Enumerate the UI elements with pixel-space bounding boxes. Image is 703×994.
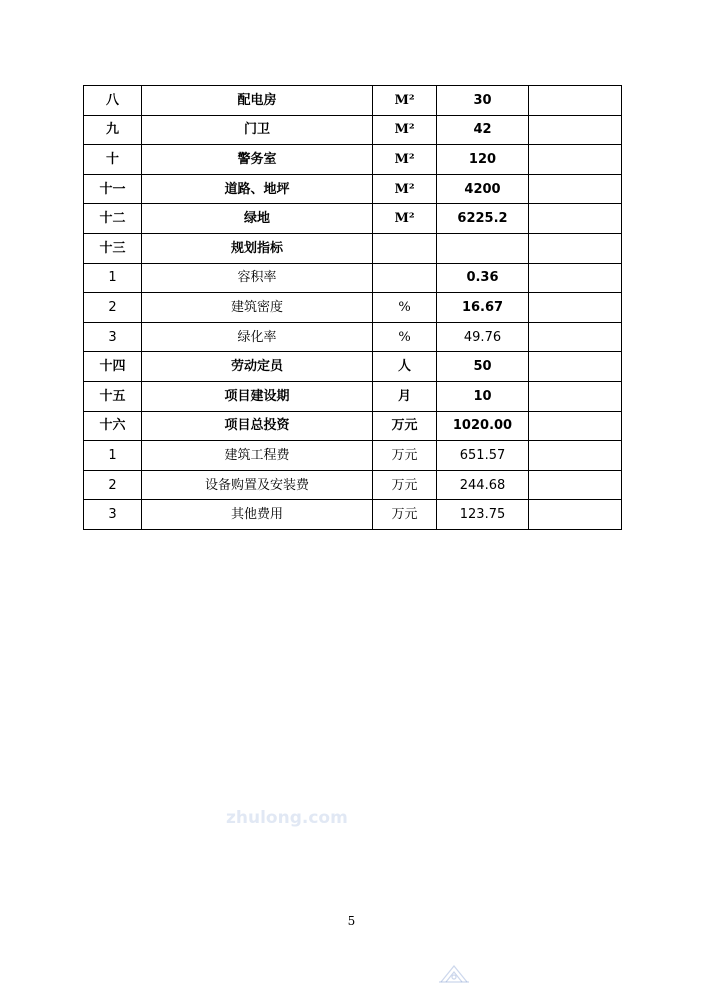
- item-unit: M²: [373, 86, 437, 116]
- item-name: 容积率: [142, 263, 373, 293]
- item-note: [529, 352, 622, 382]
- row-number: 十二: [84, 204, 142, 234]
- item-note: [529, 174, 622, 204]
- row-number: 十: [84, 145, 142, 175]
- project-indicator-table: [83, 85, 622, 530]
- item-unit: [373, 233, 437, 263]
- item-name: 配电房: [142, 86, 373, 116]
- table-row: [84, 204, 622, 234]
- item-unit: M²: [373, 174, 437, 204]
- item-name: 绿地: [142, 204, 373, 234]
- item-name: 建筑工程费: [142, 441, 373, 471]
- item-name: 警务室: [142, 145, 373, 175]
- table-row: [84, 352, 622, 382]
- item-note: [529, 500, 622, 530]
- item-name: 门卫: [142, 115, 373, 145]
- item-value: 42: [437, 115, 529, 145]
- item-note: [529, 86, 622, 116]
- item-name: 项目总投资: [142, 411, 373, 441]
- logo-watermark-icon: [437, 962, 471, 986]
- row-number: 1: [84, 263, 142, 293]
- row-number: 2: [84, 470, 142, 500]
- item-note: [529, 145, 622, 175]
- item-note: [529, 115, 622, 145]
- row-number: 八: [84, 86, 142, 116]
- item-note: [529, 293, 622, 323]
- item-note: [529, 411, 622, 441]
- item-unit: [373, 263, 437, 293]
- item-note: [529, 263, 622, 293]
- table-row: [84, 500, 622, 530]
- row-number: 1: [84, 441, 142, 471]
- table-row: [84, 411, 622, 441]
- table-row: [84, 293, 622, 323]
- table-row: [84, 322, 622, 352]
- row-number: 十四: [84, 352, 142, 382]
- item-note: [529, 441, 622, 471]
- item-name: 建筑密度: [142, 293, 373, 323]
- item-value: 244.68: [437, 470, 529, 500]
- row-number: 3: [84, 322, 142, 352]
- item-unit: M²: [373, 204, 437, 234]
- row-number: 十三: [84, 233, 142, 263]
- item-note: [529, 233, 622, 263]
- table-row: [84, 174, 622, 204]
- item-value: 50: [437, 352, 529, 382]
- page-number: 5: [347, 914, 356, 928]
- row-number: 2: [84, 293, 142, 323]
- table-row: [84, 86, 622, 116]
- item-unit: 万元: [373, 411, 437, 441]
- item-name: 劳动定员: [142, 352, 373, 382]
- table-body: [84, 86, 622, 530]
- item-name: 项目建设期: [142, 381, 373, 411]
- item-note: [529, 470, 622, 500]
- item-value: 0.36: [437, 263, 529, 293]
- table-row: [84, 470, 622, 500]
- item-unit: 万元: [373, 470, 437, 500]
- table-row: [84, 115, 622, 145]
- item-value: 120: [437, 145, 529, 175]
- item-value: [437, 233, 529, 263]
- item-unit: 月: [373, 381, 437, 411]
- item-unit: M²: [373, 115, 437, 145]
- item-value: 4200: [437, 174, 529, 204]
- item-value: 49.76: [437, 322, 529, 352]
- item-unit: M²: [373, 145, 437, 175]
- item-name: 道路、地坪: [142, 174, 373, 204]
- item-name: 设备购置及安装费: [142, 470, 373, 500]
- row-number: 十一: [84, 174, 142, 204]
- row-number: 十六: [84, 411, 142, 441]
- watermark-url: zhulong.com: [226, 808, 348, 828]
- row-number: 3: [84, 500, 142, 530]
- item-name: 规划指标: [142, 233, 373, 263]
- item-name: 其他费用: [142, 500, 373, 530]
- item-unit: 人: [373, 352, 437, 382]
- table-row: [84, 145, 622, 175]
- item-value: 10: [437, 381, 529, 411]
- item-name: 绿化率: [142, 322, 373, 352]
- item-unit: %: [373, 322, 437, 352]
- item-unit: %: [373, 293, 437, 323]
- item-value: 123.75: [437, 500, 529, 530]
- row-number: 九: [84, 115, 142, 145]
- item-note: [529, 381, 622, 411]
- table-row: [84, 441, 622, 471]
- table-row: [84, 381, 622, 411]
- item-value: 651.57: [437, 441, 529, 471]
- item-unit: 万元: [373, 441, 437, 471]
- item-unit: 万元: [373, 500, 437, 530]
- item-note: [529, 322, 622, 352]
- item-value: 1020.00: [437, 411, 529, 441]
- table-row: [84, 233, 622, 263]
- table-row: [84, 263, 622, 293]
- item-value: 6225.2: [437, 204, 529, 234]
- item-value: 30: [437, 86, 529, 116]
- row-number: 十五: [84, 381, 142, 411]
- item-value: 16.67: [437, 293, 529, 323]
- item-note: [529, 204, 622, 234]
